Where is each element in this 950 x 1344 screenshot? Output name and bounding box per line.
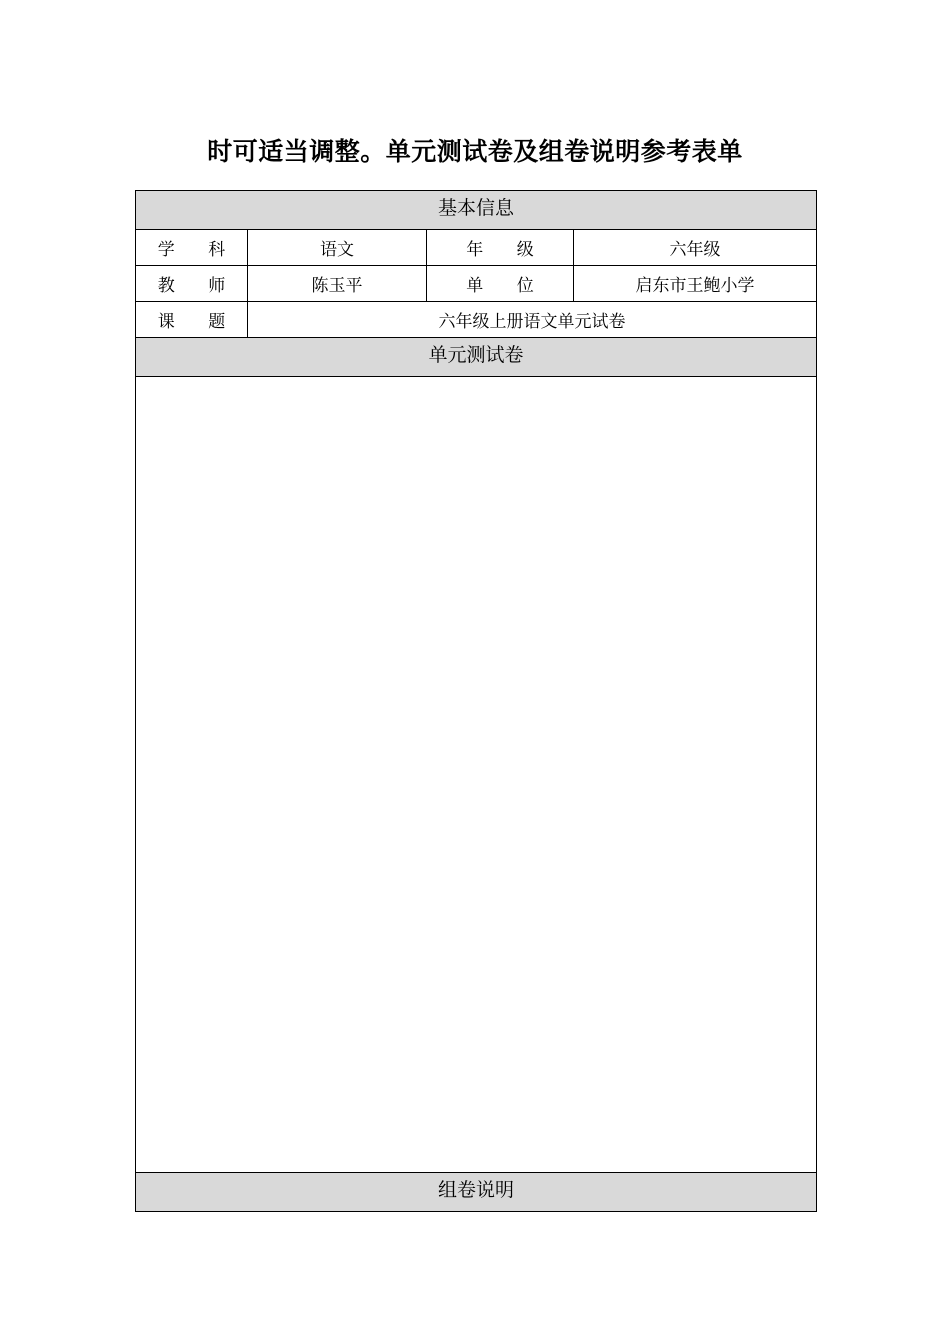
subject-grade-row — [136, 230, 817, 266]
test-paper-content-row — [136, 377, 817, 1173]
basic-info-header — [136, 191, 817, 230]
teacher-label: 教 师 — [136, 266, 248, 302]
test-paper-header — [136, 338, 817, 377]
teacher-value: 陈玉平 — [248, 266, 427, 302]
subject-value: 语文 — [248, 230, 427, 266]
test-paper-header-row — [136, 338, 817, 377]
explanation-header-row — [136, 1173, 817, 1212]
grade-value: 六年级 — [574, 230, 817, 266]
document-title: 时可适当调整。单元测试卷及组卷说明参考表单 — [207, 137, 743, 166]
unit-label: 单 位 — [427, 266, 574, 302]
test-paper-header-label: 单元测试卷 — [428, 344, 524, 366]
basic-info-header-label: 基本信息 — [438, 197, 515, 219]
explanation-header-label: 组卷说明 — [438, 1179, 515, 1201]
topic-value: 六年级上册语文单元试卷 — [248, 302, 817, 338]
lesson-form-table — [135, 190, 817, 1212]
topic-row — [136, 302, 817, 338]
teacher-unit-row — [136, 266, 817, 302]
grade-label: 年 级 — [427, 230, 574, 266]
test-paper-content-area — [136, 377, 817, 1173]
basic-info-header-row — [136, 191, 817, 230]
unit-value: 启东市王鲍小学 — [574, 266, 817, 302]
subject-label: 学 科 — [136, 230, 248, 266]
explanation-header — [136, 1173, 817, 1212]
topic-label: 课 题 — [136, 302, 248, 338]
